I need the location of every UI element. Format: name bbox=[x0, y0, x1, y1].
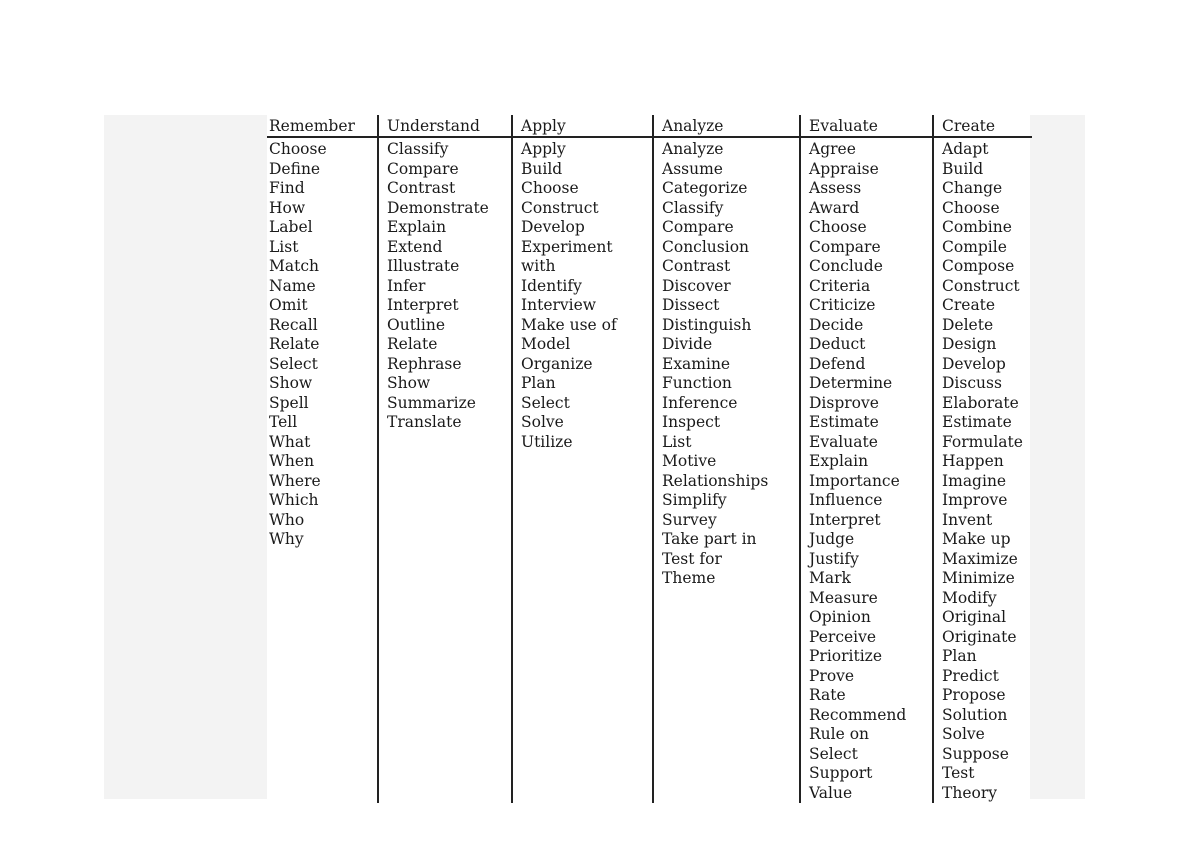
verb-item: Plan bbox=[521, 374, 556, 392]
verb-item: Perceive bbox=[809, 627, 877, 646]
verb-item: Construct bbox=[942, 276, 1020, 295]
verb-item: Construct bbox=[521, 198, 599, 217]
verb-item: Define bbox=[269, 159, 321, 178]
verb-item: Decide bbox=[809, 315, 864, 334]
verb-item: Outline bbox=[387, 315, 445, 334]
verb-item: Conclusion bbox=[662, 237, 750, 256]
verb-item: Take part in bbox=[662, 530, 757, 548]
verb-item: Combine bbox=[942, 218, 1012, 236]
verb-item: Explain bbox=[387, 218, 447, 236]
verb-item: Assume bbox=[662, 159, 723, 178]
verb-item: How bbox=[269, 198, 306, 217]
verb-item: Where bbox=[269, 471, 321, 490]
verb-item: Develop bbox=[942, 354, 1006, 373]
verb-item: List bbox=[269, 237, 299, 256]
verb-item: Deduct bbox=[809, 335, 866, 353]
verb-item: Simplify bbox=[662, 491, 727, 509]
verb-item: Solve bbox=[521, 413, 564, 431]
column-header-understand: Understand bbox=[378, 115, 512, 137]
verb-item: Appraise bbox=[809, 159, 879, 178]
verb-item: Minimize bbox=[942, 569, 1015, 587]
verb-item: Develop bbox=[521, 218, 585, 236]
verb-item: Judge bbox=[809, 530, 855, 548]
verb-item: Choose bbox=[942, 198, 1000, 217]
verb-item: Conclude bbox=[809, 257, 883, 275]
verb-item: Examine bbox=[662, 354, 731, 373]
verb-item: Build bbox=[942, 159, 984, 178]
column-header-remember: Remember bbox=[267, 115, 378, 137]
verb-item: Solve bbox=[942, 725, 985, 743]
verb-item: Recommend bbox=[809, 705, 907, 724]
verb-item: Build bbox=[521, 159, 563, 178]
verb-item: Maximize bbox=[942, 549, 1018, 568]
verb-item: Apply bbox=[521, 140, 566, 158]
verb-item: Importance bbox=[809, 471, 900, 490]
verb-item: Survey bbox=[662, 510, 717, 529]
verb-item: Improve bbox=[942, 491, 1008, 509]
verb-item: Relationships bbox=[662, 471, 769, 490]
verb-item: Show bbox=[387, 374, 431, 392]
verb-item: with bbox=[521, 257, 556, 275]
verb-item: Select bbox=[521, 393, 570, 412]
verb-item: Recall bbox=[269, 315, 318, 334]
verb-item: Classify bbox=[662, 198, 724, 217]
verb-item: Categorize bbox=[662, 179, 748, 197]
verb-item: Disprove bbox=[809, 393, 879, 412]
verb-item: Modify bbox=[942, 588, 997, 607]
verb-item: Translate bbox=[387, 413, 462, 431]
verb-item: Relate bbox=[387, 335, 438, 353]
verb-item: Originate bbox=[942, 627, 1017, 646]
verb-item: Illustrate bbox=[387, 257, 460, 275]
verb-item: Contrast bbox=[662, 257, 731, 275]
verb-item: Design bbox=[942, 335, 997, 353]
verb-item: Make use of bbox=[521, 315, 617, 334]
verb-item: Experiment bbox=[521, 237, 613, 256]
verb-item: Evaluate bbox=[809, 432, 878, 451]
column-evaluate bbox=[800, 137, 933, 803]
verb-item: Criticize bbox=[809, 296, 876, 314]
verb-item: Happen bbox=[942, 452, 1004, 470]
verb-item: Label bbox=[269, 218, 313, 236]
verb-item: Imagine bbox=[942, 471, 1007, 490]
verb-item: Test for bbox=[662, 549, 722, 568]
verb-item: Plan bbox=[942, 647, 977, 665]
verb-item: Value bbox=[809, 783, 853, 802]
column-header-create: Create bbox=[933, 115, 1032, 137]
verb-item: Relate bbox=[269, 335, 320, 353]
column-header-apply: Apply bbox=[512, 115, 653, 137]
verb-item: Inspect bbox=[662, 413, 721, 431]
verb-item: Influence bbox=[809, 491, 883, 509]
verb-item: Compare bbox=[809, 237, 881, 256]
verb-item: Criteria bbox=[809, 276, 871, 295]
verb-item: Test bbox=[942, 764, 975, 782]
verb-item: Create bbox=[942, 296, 996, 314]
column-create bbox=[933, 137, 1032, 803]
verb-item: Compile bbox=[942, 237, 1007, 256]
verb-item: Omit bbox=[269, 296, 308, 314]
verb-item: Contrast bbox=[387, 179, 456, 197]
verb-item: Suppose bbox=[942, 744, 1009, 763]
verb-item: Dissect bbox=[662, 296, 720, 314]
verb-item: Match bbox=[269, 257, 320, 275]
verb-item: Show bbox=[269, 374, 313, 392]
verb-item: Choose bbox=[809, 218, 867, 236]
verb-item: Prioritize bbox=[809, 647, 883, 665]
verb-item: Classify bbox=[387, 140, 449, 158]
verb-item: Invent bbox=[942, 510, 993, 529]
verb-item: Delete bbox=[942, 315, 994, 334]
verb-item: List bbox=[662, 432, 692, 451]
header-row bbox=[267, 115, 1032, 137]
verb-item: Rate bbox=[809, 686, 846, 704]
verb-item: Support bbox=[809, 764, 873, 782]
verb-item: Select bbox=[809, 744, 858, 763]
verb-item: Utilize bbox=[521, 432, 573, 451]
verb-item: Award bbox=[809, 198, 860, 217]
verb-item: Estimate bbox=[942, 413, 1012, 431]
verb-item: Measure bbox=[809, 588, 878, 607]
verb-item: Compare bbox=[662, 218, 734, 236]
verb-item: Interview bbox=[521, 296, 597, 314]
verb-item: Agree bbox=[809, 140, 856, 158]
verb-item: Change bbox=[942, 179, 1003, 197]
verb-item: Find bbox=[269, 179, 305, 197]
verb-item: Formulate bbox=[942, 432, 1023, 451]
verb-item: Which bbox=[269, 491, 319, 509]
body-row bbox=[267, 137, 1032, 803]
verb-item: Solution bbox=[942, 705, 1008, 724]
verb-item: Theme bbox=[662, 569, 716, 587]
verb-item: Propose bbox=[942, 686, 1006, 704]
column-header-analyze: Analyze bbox=[653, 115, 800, 137]
verb-item: Interpret bbox=[809, 510, 881, 529]
verb-item: Predict bbox=[942, 666, 999, 685]
verb-item: Organize bbox=[521, 354, 593, 373]
verb-item: Rephrase bbox=[387, 354, 462, 373]
verb-item: Choose bbox=[521, 179, 579, 197]
verb-item: Adapt bbox=[942, 140, 989, 158]
verb-item: Discover bbox=[662, 276, 731, 295]
verb-item: Original bbox=[942, 608, 1007, 626]
verb-item: Rule on bbox=[809, 725, 870, 743]
verb-item: Demonstrate bbox=[387, 198, 489, 217]
verb-item: Elaborate bbox=[942, 393, 1019, 412]
verb-item: Name bbox=[269, 276, 316, 295]
verb-item: Determine bbox=[809, 374, 893, 392]
verb-item: Compare bbox=[387, 159, 459, 178]
verb-item: Model bbox=[521, 335, 571, 353]
verb-item: Explain bbox=[809, 452, 869, 470]
column-header-evaluate: Evaluate bbox=[800, 115, 933, 137]
column-analyze bbox=[653, 137, 800, 803]
verb-item: Select bbox=[269, 354, 318, 373]
verb-item: Analyze bbox=[662, 140, 724, 158]
verb-item: Choose bbox=[269, 140, 327, 158]
verb-item: Summarize bbox=[387, 393, 476, 412]
verb-item: Inference bbox=[662, 393, 738, 412]
verb-item: Motive bbox=[662, 452, 717, 470]
verb-item: Estimate bbox=[809, 413, 879, 431]
verb-item: Identify bbox=[521, 276, 582, 295]
verb-item: Divide bbox=[662, 335, 713, 353]
verb-item: Discuss bbox=[942, 374, 1002, 392]
verb-item: Make up bbox=[942, 530, 1011, 548]
column-remember bbox=[267, 137, 378, 803]
verb-item: Interpret bbox=[387, 296, 459, 314]
verb-item: Spell bbox=[269, 393, 309, 412]
verb-item: Defend bbox=[809, 354, 866, 373]
verb-item: Prove bbox=[809, 666, 855, 685]
column-apply bbox=[512, 137, 653, 803]
verb-item: Assess bbox=[809, 179, 862, 197]
verb-item: What bbox=[269, 432, 311, 451]
verb-item: Tell bbox=[269, 413, 298, 431]
verb-item: Extend bbox=[387, 237, 443, 256]
verb-item: Infer bbox=[387, 276, 426, 295]
column-understand bbox=[378, 137, 512, 803]
verb-item: Opinion bbox=[809, 608, 871, 626]
verb-item: Compose bbox=[942, 257, 1015, 275]
verb-item: When bbox=[269, 452, 315, 470]
verb-item: Function bbox=[662, 374, 732, 392]
verb-item: Who bbox=[269, 510, 305, 529]
verbs-table bbox=[267, 115, 1032, 803]
verb-item: Distinguish bbox=[662, 315, 752, 334]
verb-item: Why bbox=[269, 530, 304, 548]
verb-item: Mark bbox=[809, 569, 851, 587]
verb-item: Theory bbox=[942, 783, 997, 802]
verb-item: Justify bbox=[809, 549, 859, 568]
